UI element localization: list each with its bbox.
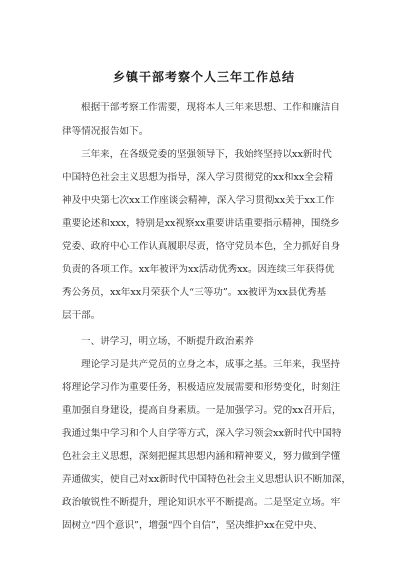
paragraph-line: 重加强自身建设，提高自身素质。一是加强学习。党的xx召开后， [62, 405, 342, 416]
paragraph-line: 将理论学习作为重要任务，积极适应发展需要和形势变化，时刻注 [62, 382, 341, 393]
paragraph-line: 神及中央第七次xx工作座谈会精神，深入学习贯彻xx关于xx工作 [62, 195, 335, 206]
paragraph-line: 层干部。 [62, 310, 101, 321]
paragraph-line: 我通过集中学习和个人自学等方式，深入学习领会xx新时代中国特 [62, 428, 342, 439]
paragraph-line: 政治敏锐性不断提升，理论知识水平不断提高。二是坚定立场。牢 [62, 497, 341, 508]
paragraph-line: 负责的各项工作。xx年被评为xx活动优秀xx。因连续三年获得优 [62, 264, 335, 275]
document-title: 乡镇干部考察个人三年工作总结 [112, 70, 295, 84]
paragraph-line: 三年来，在各级党委的坚强领导下，我始终坚持以xx新时代 [81, 149, 332, 160]
paragraph-line: 秀公务员，xx年xx月荣获个人“三等功”。xx被评为xx县优秀基 [62, 287, 327, 298]
paragraph-line: 色社会主义思想，深刻把握其思想内涵和精神要义，努力做到学懂 [62, 451, 341, 462]
paragraph-line: 律等情况报告如下。 [62, 126, 149, 137]
paragraph-line: 理论学习是共产党员的立身之本，成事之基。三年来，我坚持 [81, 359, 341, 370]
paragraph-line: 固树立“四个意识”，增强“四个自信”，坚决维护xx在党中央、 [62, 520, 323, 531]
paragraph-line: 中国特色社会主义思想为指导，深入学习贯彻党的xx和xx全会精 [62, 172, 334, 183]
paragraph-line: 根据干部考察工作需要，现将本人三年来思想、工作和廉洁自 [81, 102, 341, 113]
paragraph-line: 重要论述和xxx，特别是xx视察xx重要讲话重要指示精神，围绕乡 [62, 218, 340, 229]
section-heading: 一、讲学习，明立场，不断提升政治素养 [81, 336, 254, 347]
paragraph-line: 弄通做实，使自己对xx新时代中国特色社会主义思想认识不断加深， [62, 474, 352, 485]
paragraph-line: 党委、政府中心工作认真履职尽责，恪守党员本色，全力抓好自身 [62, 241, 341, 252]
